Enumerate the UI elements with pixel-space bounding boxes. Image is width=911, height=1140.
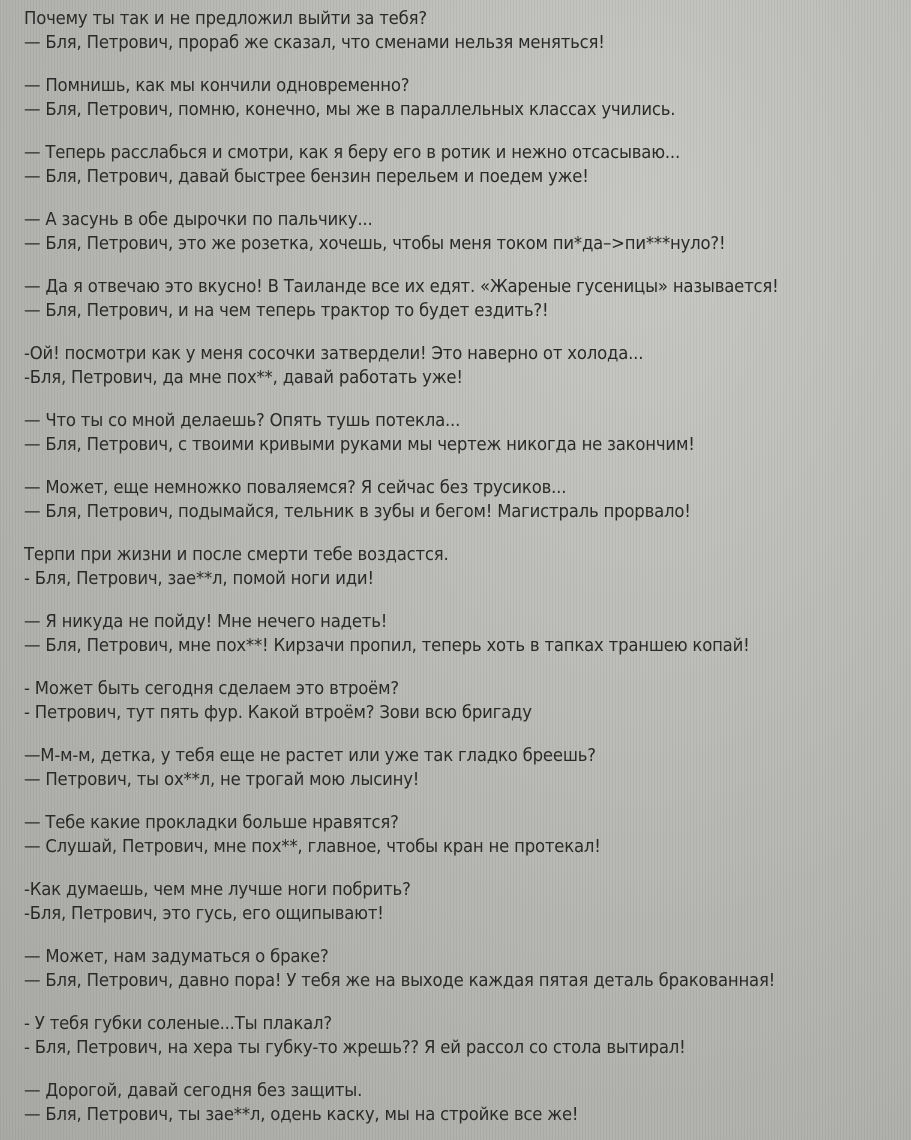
joke-answer: -Бля, Петрович, да мне пох**, давай работать уже! [24, 367, 463, 388]
joke-answer: — Бля, Петрович, ты зае**л, одень каску, мы на стройке все же! [24, 1104, 579, 1125]
joke-block [24, 877, 901, 925]
joke-question: -Ой! посмотри как у меня сосочки затвердели! Это наверно от холода... [24, 343, 644, 364]
joke-answer: - Бля, Петрович, на хера ты губку-то жрешь?? Я ей рассол со стола вытирал! [24, 1037, 686, 1058]
joke-block [24, 207, 901, 255]
joke-block [24, 341, 901, 389]
joke-block [24, 743, 901, 791]
joke-question: Почему ты так и не предложил выйти за тебя? [24, 8, 427, 29]
joke-question: — Дорогой, давай сегодня без защиты. [24, 1080, 363, 1101]
joke-question: — Я никуда не пойду! Мне нечего надеть! [24, 611, 388, 632]
joke-answer: — Слушай, Петрович, мне пох**, главное, чтобы кран не протекал! [24, 836, 601, 857]
joke-block [24, 274, 901, 322]
joke-answer: — Бля, Петрович, подымайся, тельник в зубы и бегом! Магистраль прорвало! [24, 501, 691, 522]
joke-question: — Что ты со мной делаешь? Опять тушь потекла... [24, 410, 461, 431]
joke-question: — Может, нам задуматься о браке? [24, 946, 329, 967]
joke-answer: — Бля, Петрович, помню, конечно, мы же в параллельных классах учились. [24, 99, 676, 120]
joke-block [24, 140, 901, 188]
joke-answer: — Бля, Петрович, и на чем теперь трактор то будет ездить?! [24, 300, 549, 321]
joke-question: - Может быть сегодня сделаем это втроём? [24, 678, 399, 699]
joke-answer: - Петрович, тут пять фур. Какой втроём? Зови всю бригаду [24, 702, 532, 723]
joke-question: — Да я отвечаю это вкусно! В Таиланде все их едят. «Жареные гусеницы» называется! [24, 276, 779, 297]
joke-answer: — Бля, Петрович, мне пох**! Кирзачи пропил, теперь хоть в тапках траншею копай! [24, 635, 750, 656]
joke-question: - У тебя губки соленые...Ты плакал? [24, 1013, 332, 1034]
joke-question: — Помнишь, как мы кончили одновременно? [24, 75, 410, 96]
joke-question: — А засунь в обе дырочки по пальчику... [24, 209, 373, 230]
joke-question: — Теперь расслабься и смотри, как я беру его в ротик и нежно отсасываю... [24, 142, 681, 163]
joke-answer: - Бля, Петрович, зае**л, помой ноги иди! [24, 568, 374, 589]
joke-block [24, 1011, 901, 1059]
joke-block [24, 542, 901, 590]
joke-block [24, 408, 901, 456]
joke-answer: — Бля, Петрович, с твоими кривыми руками мы чертеж никогда не закончим! [24, 434, 695, 455]
joke-answer: — Бля, Петрович, это же розетка, хочешь, чтобы меня током пи*да–>пи***нуло?! [24, 233, 726, 254]
joke-answer: — Бля, Петрович, давай быстрее бензин перельем и поедем уже! [24, 166, 589, 187]
joke-answer: -Бля, Петрович, это гусь, его ощипывают! [24, 903, 384, 924]
joke-block [24, 6, 901, 54]
joke-block [24, 676, 901, 724]
joke-question: — Тебе какие прокладки больше нравятся? [24, 812, 399, 833]
joke-question: -Как думаешь, чем мне лучше ноги побрить? [24, 879, 411, 900]
joke-block [24, 810, 901, 858]
joke-block [24, 609, 901, 657]
joke-block [24, 1078, 901, 1126]
joke-answer: — Петрович, ты ох**л, не трогай мою лысину! [24, 769, 420, 790]
joke-question: — Может, еще немножко поваляемся? Я сейчас без трусиков... [24, 477, 567, 498]
joke-answer: — Бля, Петрович, прораб же сказал, что сменами нельзя меняться! [24, 32, 605, 53]
joke-question: —М-м-м, детка, у тебя еще не растет или уже так гладко бреешь? [24, 745, 596, 766]
joke-question: Терпи при жизни и после смерти тебе воздастся. [24, 544, 449, 565]
joke-block [24, 475, 901, 523]
joke-block [24, 944, 901, 992]
joke-answer: — Бля, Петрович, давно пора! У тебя же на выходе каждая пятая деталь бракованная! [24, 970, 776, 991]
joke-block [24, 73, 901, 121]
